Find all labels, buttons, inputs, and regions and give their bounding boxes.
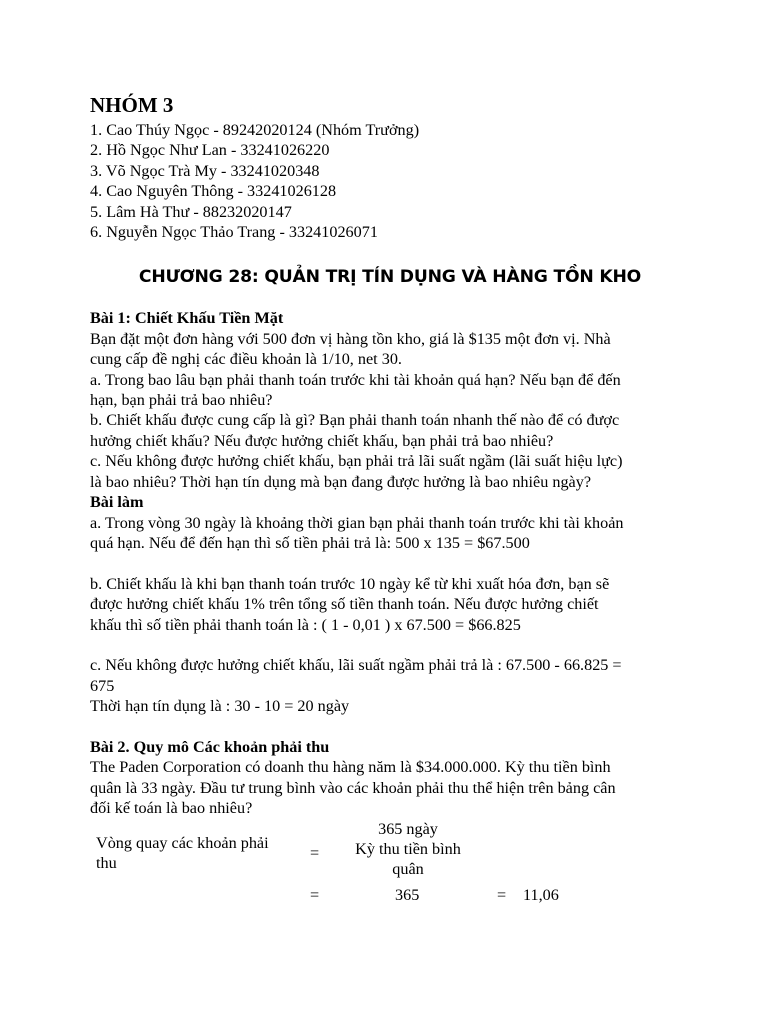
equals-sign: = xyxy=(310,885,320,904)
fraction-numerator: 365 ngày xyxy=(378,819,438,838)
member-item: 1. Cao Thúy Ngọc - 89242020124 (Nhóm Trưởng) xyxy=(90,121,420,139)
problem-line: The Paden Corporation có doanh thu hàng năm là $34.000.000. Kỳ thu tiền bình xyxy=(90,758,611,777)
problem-line: là bao nhiêu? Thời hạn tín dụng mà bạn đang được hưởng là bao nhiêu ngày? xyxy=(90,472,591,491)
member-item: 5. Lâm Hà Thư - 88232020147 xyxy=(90,202,292,221)
chapter-title: CHƯƠNG 28: QUẢN TRỊ TÍN DỤNG VÀ HÀNG TỒN KHO xyxy=(138,267,642,288)
document-page xyxy=(90,92,690,913)
formula-fraction xyxy=(340,819,476,879)
paragraph-gap xyxy=(90,635,690,655)
equals-sign: = xyxy=(497,885,507,904)
member-item: 2. Hồ Ngọc Như Lan - 33241026220 xyxy=(90,141,330,160)
member-list xyxy=(90,120,690,242)
answer-b-line: khấu thì số tiền phải thanh toán là : ( 1 - 0,01 ) x 67.500 = $66.825 xyxy=(90,615,521,634)
formula-label-line: thu xyxy=(96,853,117,872)
formula-label xyxy=(96,833,276,873)
problem-line: cung cấp đề nghị các điều khoản là 1/10, net 30. xyxy=(90,350,402,369)
problem-line: quân là 33 ngày. Đầu tư trung bình vào các khoản phải thu thể hiện trên bảng cân xyxy=(90,778,616,797)
problem-line: hưởng chiết khấu? Nếu được hưởng chiết khấu, bạn phải trả bao nhiêu? xyxy=(90,431,554,450)
problem-line: đối kế toán là bao nhiêu? xyxy=(90,799,253,818)
exercise-2-heading: Bài 2. Quy mô Các khoản phải thu xyxy=(90,737,330,756)
member-item: 6. Nguyễn Ngọc Thảo Trang - 33241026071 xyxy=(90,223,378,242)
answer-b-line: được hưởng chiết khấu 1% trên tổng số tiền thanh toán. Nếu được hưởng chiết xyxy=(90,595,599,614)
section-gap xyxy=(90,717,690,737)
formula-value: 365 xyxy=(395,885,420,904)
solution-heading: Bài làm xyxy=(90,493,144,512)
problem-line: hạn, bạn phải trả bao nhiêu? xyxy=(90,391,273,410)
problem-line: b. Chiết khấu được cung cấp là gì? Bạn phải thanh toán nhanh thế nào để có được xyxy=(90,411,620,430)
problem-line: c. Nếu không được hưởng chiết khấu, bạn phải trả lãi suất ngầm (lãi suất hiệu lực) xyxy=(90,452,623,471)
member-item: 4. Cao Nguyên Thông - 33241026128 xyxy=(90,182,337,201)
answer-c-line: c. Nếu không được hưởng chiết khấu, lãi suất ngầm phải trả là : 67.500 - 66.825 = xyxy=(90,656,622,675)
paragraph-gap xyxy=(90,553,690,573)
fraction-denominator: quân xyxy=(392,859,424,878)
group-title: NHÓM 3 xyxy=(90,93,174,117)
formula-label-line: Vòng quay các khoản phải xyxy=(96,833,269,852)
member-item: 3. Võ Ngọc Trà My - 33241020348 xyxy=(90,161,320,180)
exercise-1 xyxy=(90,308,690,716)
answer-a-line: a. Trong vòng 30 ngày là khoảng thời gian bạn phải thanh toán trước khi tài khoản xyxy=(90,513,624,532)
exercise-1-heading: Bài 1: Chiết Khấu Tiền Mặt xyxy=(90,309,284,328)
answer-a-line: quá hạn. Nếu để đến hạn thì số tiền phải trả là: 500 x 135 = $67.500 xyxy=(90,533,530,552)
answer-b-line: b. Chiết khấu là khi bạn thanh toán trước 10 ngày kể từ khi xuất hóa đơn, bạn sẽ xyxy=(90,574,610,593)
problem-line: a. Trong bao lâu bạn phải thanh toán trước khi tài khoản quá hạn? Nếu bạn để đến xyxy=(90,370,621,389)
formula-result: 11,06 xyxy=(523,885,559,904)
problem-line: Bạn đặt một đơn hàng với 500 đơn vị hàng tồn kho, giá là $135 một đơn vị. Nhà xyxy=(90,329,611,348)
answer-c-line: Thời hạn tín dụng là : 30 - 10 = 20 ngày xyxy=(90,697,350,716)
exercise-2 xyxy=(90,737,690,913)
equals-sign: = xyxy=(310,843,320,862)
fraction-denominator: Kỳ thu tiền bình xyxy=(355,839,461,858)
answer-c-line: 675 xyxy=(90,676,115,695)
receivables-turnover-formula xyxy=(90,819,690,913)
